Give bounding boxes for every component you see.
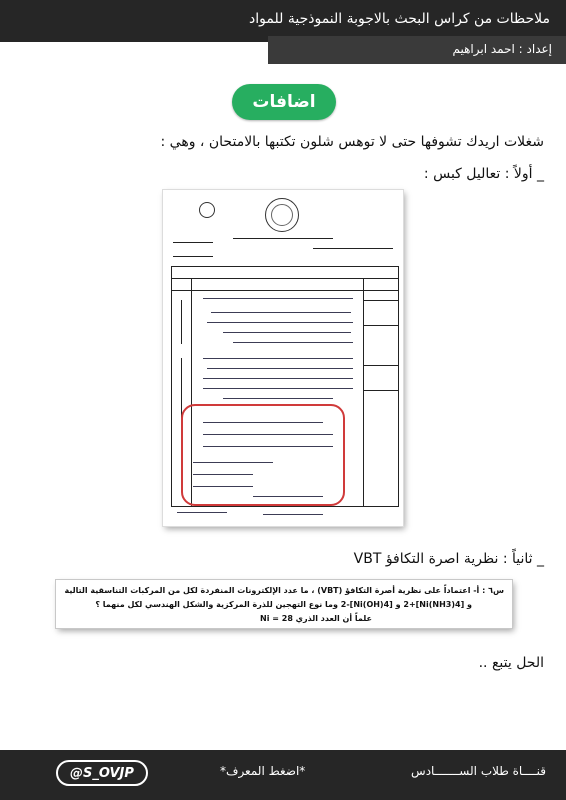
row-rule xyxy=(363,300,398,301)
page-number-circle xyxy=(199,202,215,218)
point-one-heading: _ أولاً : تعاليل كبس : xyxy=(423,166,544,182)
handwriting-line xyxy=(203,388,353,389)
sheet-header-rule xyxy=(313,248,393,249)
handwriting-line xyxy=(207,368,353,369)
handwriting-line xyxy=(223,332,351,333)
closing-line: الحل يتبع .. xyxy=(478,655,544,671)
table-right-rule xyxy=(398,266,399,506)
handwriting-line xyxy=(211,312,351,313)
handwriting-line xyxy=(207,322,353,323)
row-rule xyxy=(363,325,398,326)
handwriting-line xyxy=(233,342,353,343)
table-top-rule xyxy=(171,266,399,267)
scanned-question-image xyxy=(56,580,512,628)
question-line-2: و [Ni(NH3)4]+2 و [Ni(OH)4]-2 وما نوع التهجين للذرة المركزية والشكل الهندسي لكل منهما ؟ xyxy=(95,600,472,609)
sheet-header-rule xyxy=(233,238,333,239)
handwriting-line xyxy=(223,398,333,399)
table-header-rule xyxy=(171,278,399,279)
table-bottom-rule xyxy=(171,506,399,507)
table-header-rule xyxy=(171,290,399,291)
emblem-inner xyxy=(271,204,293,226)
row-rule xyxy=(363,390,398,391)
handwriting-line xyxy=(203,358,353,359)
red-highlight-box xyxy=(181,404,345,506)
handwriting-line xyxy=(203,298,353,299)
row-rule xyxy=(363,365,398,366)
channel-handle-link[interactable]: @S_OVJP xyxy=(56,760,148,786)
scanned-answer-sheet-image xyxy=(163,190,403,526)
question-line-3: علماً أن العدد الذري Ni = 28 xyxy=(260,614,372,623)
table-left-rule xyxy=(171,266,172,506)
author-name: إعداد : احمد ابراهيم xyxy=(452,42,552,56)
footer-channel-name: قنــــاة طلاب الســـــــادس xyxy=(411,764,546,778)
sheet-header-rule xyxy=(173,256,213,257)
table-col-rule xyxy=(363,278,364,506)
footer-press-hint: *اضغط المعرف* xyxy=(220,764,306,778)
point-two-heading: _ ثانياً : نظرية اصرة التكافؤ VBT xyxy=(353,551,544,567)
signature-line xyxy=(263,514,323,515)
signature-line xyxy=(177,512,227,513)
header-bar xyxy=(0,0,566,68)
intro-line: شغلات اريدك تشوفها حتى لا توهس شلون تكتبها بالامتحان ، وهي : xyxy=(160,134,544,150)
sheet-header-rule xyxy=(173,242,213,243)
bracket-mark xyxy=(181,300,182,344)
question-line-1: س٦ : أ- اعتماداً على نظرية أصرة التكافؤ (VBT) ، ما عدد الإلكترونات المنفردة لكل من المركبات التناسقية التالية xyxy=(64,586,504,595)
handwriting-line xyxy=(203,378,353,379)
section-badge: اضافات xyxy=(232,84,336,120)
header-title: ملاحظات من كراس البحث بالاجوبة النموذجية للمواد xyxy=(249,11,550,27)
